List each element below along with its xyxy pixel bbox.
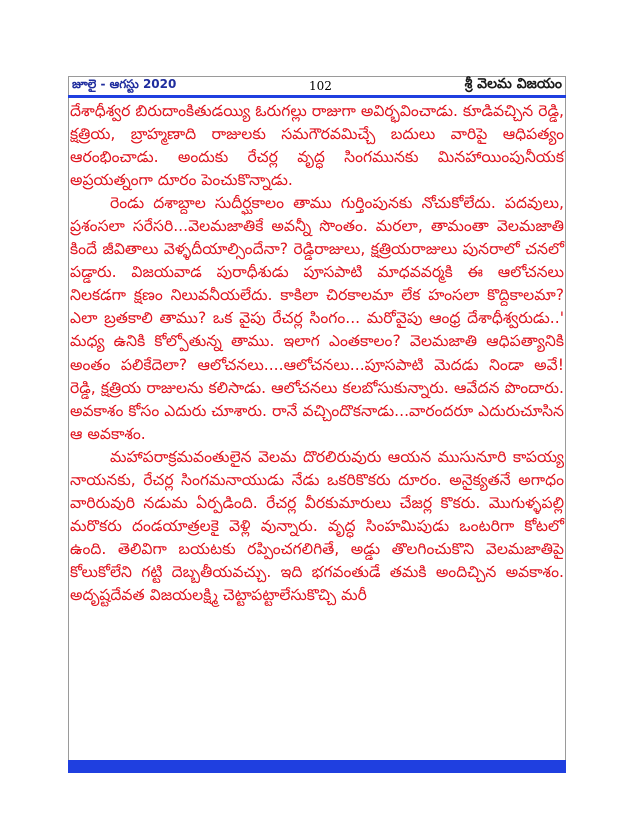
article-body [68,100,566,607]
paragraph-3: మహాపరాక్రమవంతులైన వెలమ దొరలిరువురు ఆయన ముసునూరి కాపయ్య నాయనకు, రేచర్ల సింగమనాయుడు నేడు ఒకరికొకరు దూరం. అనైక్యతనే అగాధం వారిరువురి నడుమ ఏర్పడింది. రేచర్ల వీరకుమారులు చేజర్ల కొకరు. మొగుళ్ళపల్లి మరొకరు దండయాత్రలకై వెళ్లి వున్నారు. వృద్ధ సింహమిపుడు ఒంటరిగా కోటలో ఉంది. తెలివిగా బయటకు రప్పించగలిగితే, అడ్డు తొలగించుకొని వెలమజాతిపై కోలుకోలేని గట్టి దెబ్బతీయవచ్చు. ఇది భగవంతుడే తమకి అందిచ్చిన అవకాశం. అదృష్టదేవత విజయలక్ష్మి చెట్టాపట్టాలేసుకొచ్చి మరీ [70,447,564,604]
paragraph-1: దేశాధీశ్వర బిరుదాంకితుడయ్యి ఓరుగల్లు రాజుగా అవిర్భవించాడు. కూడివచ్చిన రెడ్డి, క్షత్రియ, బ్రాహ్మణాది రాజులకు సమగౌరవమిచ్చే బదులు వారిపై ఆధిపత్యం ఆరంభించాడు. అందుకు రేచర్ల వృద్ధ సింగమునకు మినహాయింపునీయక అప్రయత్నంగా దూరం పెంచుకొన్నాడు. [70,102,564,190]
issue-date: జూలై - ఆగస్టు 2020 [72,77,177,91]
magazine-title: శ్రీ వెలమ విజయం [464,76,562,92]
paragraph-2: రెండు దశాబ్దాల సుదీర్ఘకాలం తాము గుర్తింపునకు నోచుకోలేదు. పదవులు, ప్రశంసలా సరేసరి...వెలమజాతికే అవన్నీ సొంతం. మరలా, తామంతా వెలమజాతి కిందే జీవితాలు వెళ్ళదీయాల్సిందేనా? రెడ్డిరాజులు, క్షత్రియరాజులు పునరాలో చనలో పడ్డారు. విజయవాడ పురాధీశుడు పూసపాటి మాధవవర్మకి ఈ ఆలోచనలు నిలకడగా క్షణం నిలువనీయలేదు. కాకిలా చిరకాలమా లేక హంసలా కొద్దికాలమా? ఎలా బ్రతకాలి తాము? ఒక వైపు రేచర్ల సింగం... మరోవైపు ఆంధ్ర దేశాధీశ్వరుడు..' మధ్య ఉనికి కోల్పోతున్న తాము. ఇలాగ ఎంతకాలం? వెలమజాతి ఆధిపత్యానికి అంతం పలికేదెలా? ఆలోచనలు....ఆలోచనలు...పూసపాటి మెదడు నిండా అవే! రెడ్డి, క్షత్రియ రాజులను కలిసాడు. ఆలోచనలు కలబోసుకున్నారు. ఆవేదన పొందారు. అవకాశం కోసం ఎదురు చూశారు. రానే వచ్చిందొకనాడు...వారందరూ ఎదురుచూసిన ఆ అవకాశం. [70,194,564,443]
footer-bar [68,760,566,773]
page-number: 102 [309,78,332,93]
page-header [68,76,566,98]
